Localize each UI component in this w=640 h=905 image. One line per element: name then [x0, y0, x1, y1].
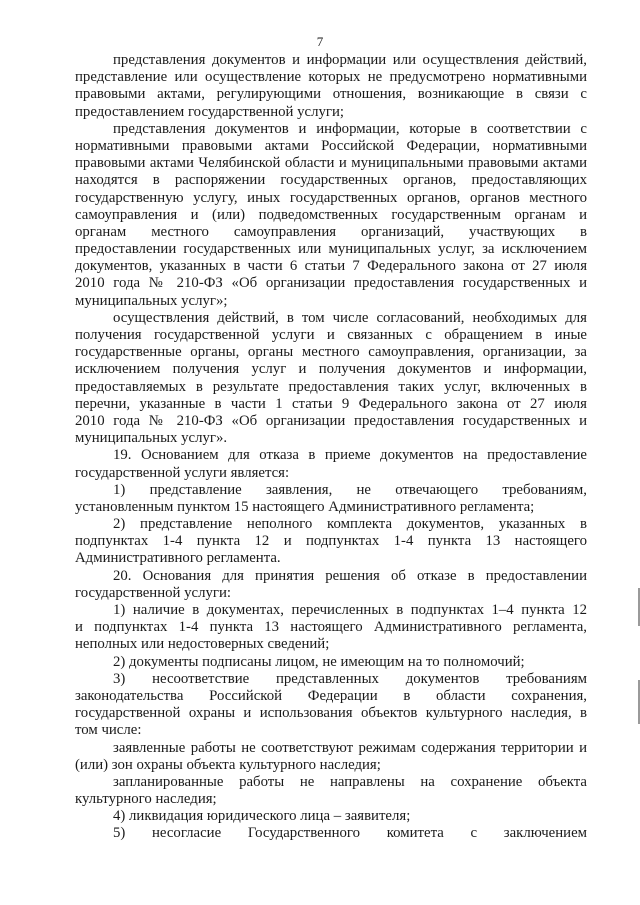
- text-line: получения государственной услуги и связанных с обращением в иные: [75, 327, 587, 343]
- text-line: 1) представление заявления, не отвечающего требованиям,: [113, 481, 587, 498]
- text-line: подпунктах 1-4 пункта 12 и подпунктах 1-4 пункта 13 настоящего: [75, 533, 587, 550]
- text-line: государственной охраны и использования объектов культурного наследия, в: [75, 705, 587, 722]
- text-line: исключением получения услуг и получения документов и информации,: [75, 361, 587, 378]
- text-line: предоставлении государственных или муниципальных услуг, за исключением: [75, 241, 587, 258]
- text-line: 1) наличие в документах, перечисленных в подпунктах 1–4 пункта 12: [113, 602, 587, 618]
- text-line: представления документов и информации, которые в соответствии с: [113, 120, 587, 137]
- text-line: муниципальных услуг»;: [75, 292, 228, 309]
- text-line: органам местного самоуправления организаций, участвующих в: [75, 223, 587, 240]
- text-line: предоставлением государственной услуги;: [75, 103, 344, 120]
- text-line: 2010 года № 210-ФЗ «Об организации предоставления государственных и: [75, 412, 587, 429]
- text-line: установленным пунктом 15 настоящего Административного регламента;: [75, 498, 535, 515]
- text-line: 3) несоответствие представленных документов требованиям: [113, 670, 587, 687]
- text-line: перечни, указанные в части 1 статьи 9 Федерального закона от 27 июля: [75, 395, 587, 412]
- text-line: представления документов и информации или осуществления действий,: [113, 52, 587, 68]
- text-line: том числе:: [75, 722, 142, 739]
- text-line: 2010 года № 210-ФЗ «Об организации предоставления государственных и: [75, 275, 587, 292]
- text-line: законодательства Российской Федерации в области сохранения,: [75, 687, 587, 704]
- text-line: 19. Основанием для отказа в приеме документов на предоставление: [113, 447, 587, 464]
- text-line: находятся в распоряжении государственных органов, предоставляющих: [75, 172, 587, 189]
- text-line: правовыми актами, регулирующими отношения, возникающие в связи с: [75, 86, 587, 103]
- text-line: представление или осуществление которых не предусмотрено нормативными: [75, 69, 587, 86]
- text-line: правовыми актами Челябинской области и муниципальными правовыми актами: [75, 155, 587, 172]
- text-line: государственной услуги является:: [75, 464, 290, 481]
- text-line: 4) ликвидация юридического лица – заявителя;: [113, 808, 411, 825]
- text-line: муниципальных услуг».: [75, 430, 228, 447]
- text-line: самоуправления и (или) подведомственных государственным органам и: [75, 206, 587, 223]
- text-line: запланированные работы не направлены на сохранение объекта: [113, 773, 587, 790]
- text-line: (или) зон охраны объекта культурного наследия;: [75, 756, 381, 773]
- text-line: неполных или недостоверных сведений;: [75, 636, 330, 653]
- text-line: государственной услуги:: [75, 584, 232, 601]
- text-line: государственную услугу, иных государственных органов, органов местного: [75, 189, 587, 206]
- text-line: государственные органы, органы местного самоуправления, организации, за: [75, 344, 587, 361]
- text-line: документов, указанных в части 6 статьи 7 Федерального закона от 27 июля: [75, 258, 587, 275]
- text-line: культурного наследия;: [75, 791, 217, 808]
- text-line: 20. Основания для принятия решения об отказе в предоставлении: [113, 567, 587, 584]
- text-line: предоставляемых в результате предоставления таких услуг, включенных в: [75, 378, 587, 395]
- text-line: и подпунктах 1-4 пункта 13 настоящего Административного регламента,: [75, 619, 587, 636]
- text-line: 2) представление неполного комплекта документов, указанных в: [113, 516, 587, 533]
- text-line: заявленные работы не соответствуют режимам содержания территории и: [113, 739, 587, 756]
- text-line: нормативными правовыми актами Российской Федерации, нормативными: [75, 137, 587, 154]
- text-line: 2) документы подписаны лицом, не имеющим на то полномочий;: [113, 653, 525, 670]
- page-number: 7: [316, 34, 324, 49]
- text-line: осуществления действий, в том числе согласований, необходимых для: [113, 309, 587, 326]
- text-line: Административного регламента.: [75, 550, 281, 567]
- document-body: [75, 52, 587, 843]
- text-line: 5) несогласие Государственного комитета с заключением: [113, 825, 587, 842]
